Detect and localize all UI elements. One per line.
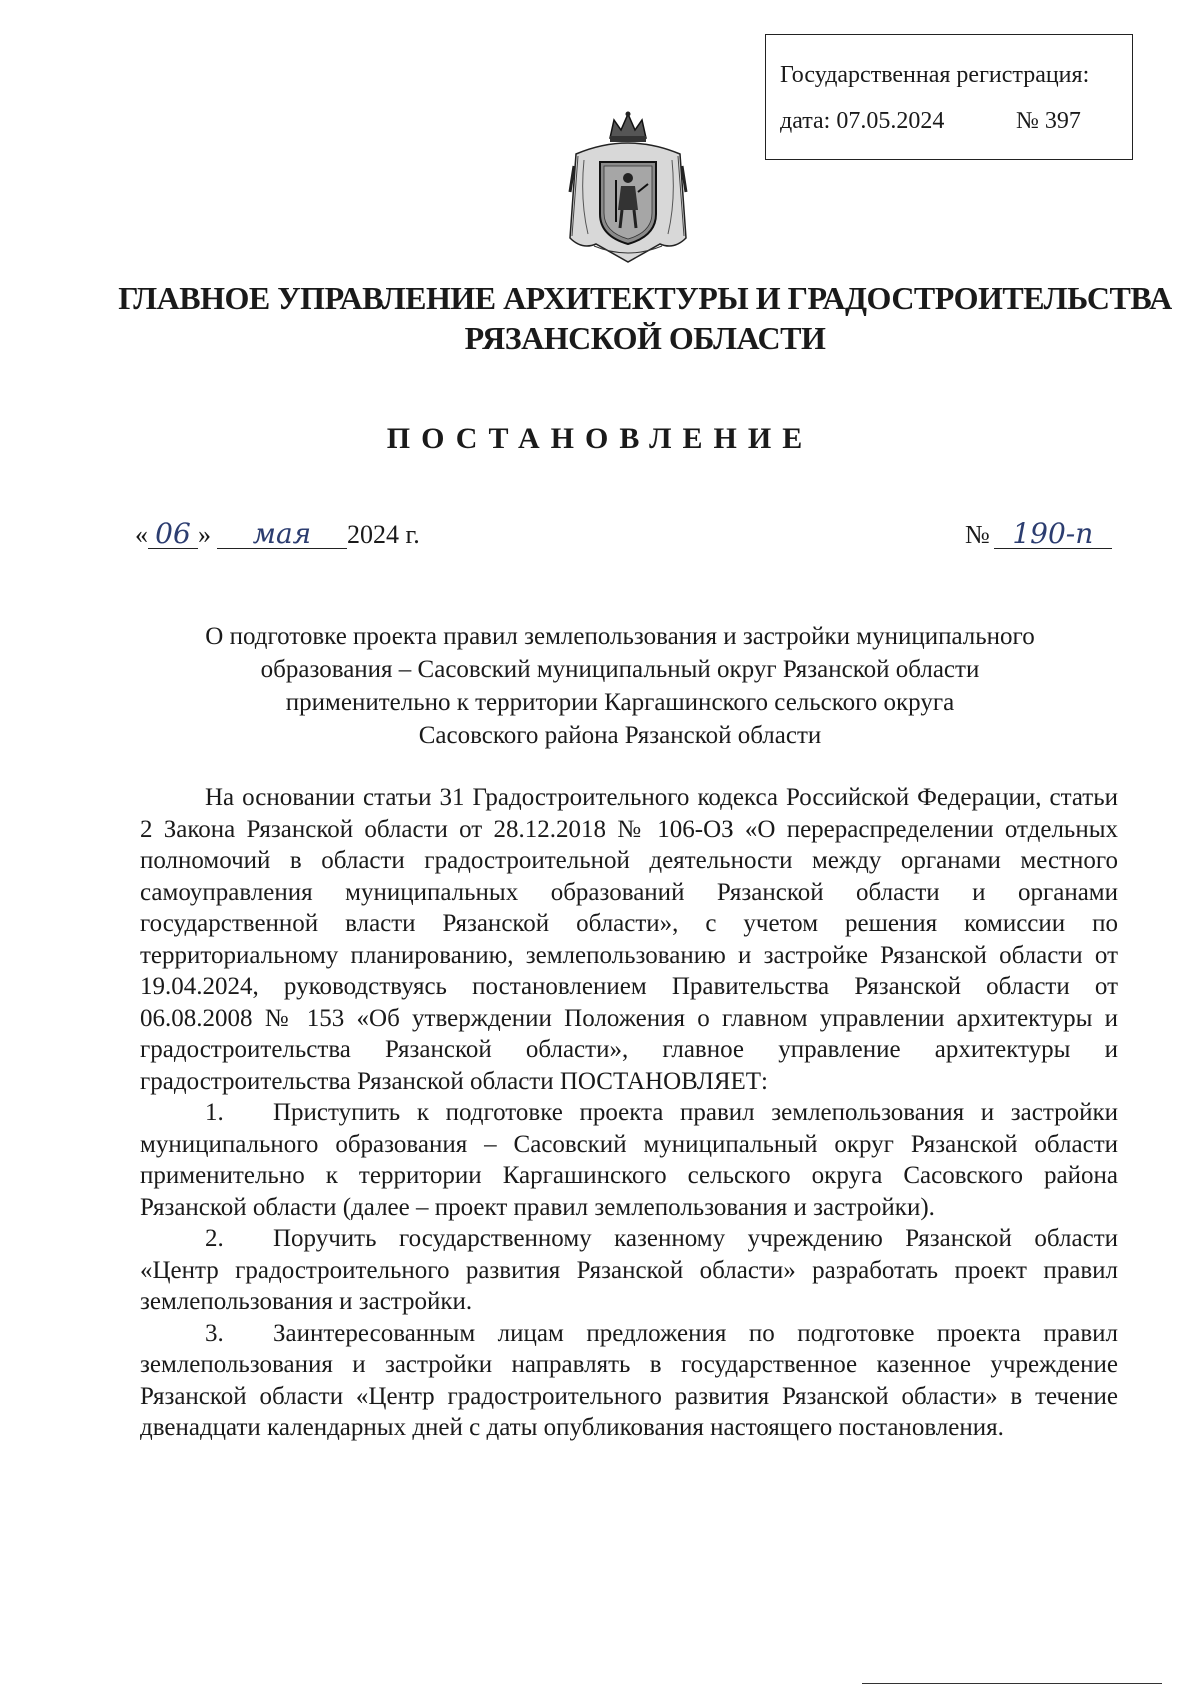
ryazan-coat-of-arms-icon [558, 110, 698, 270]
item-number: 3. [205, 1319, 224, 1347]
number-value: 190-п [994, 520, 1112, 549]
document-body [140, 782, 1118, 1444]
organization-name-line1: ГЛАВНОЕ УПРАВЛЕНИЕ АРХИТЕКТУРЫ И ГРАДОСТРОИТЕЛЬСТВА [118, 280, 1172, 316]
subject-line: Сасовского района Рязанской области [418, 722, 822, 749]
date-day: 06 [148, 520, 198, 549]
item-number: 2. [205, 1225, 224, 1252]
organization-name-line2: РЯЗАНСКОЙ ОБЛАСТИ [464, 320, 826, 356]
registration-date: дата: 07.05.2024 [780, 108, 945, 134]
document-type-title: ПОСТАНОВЛЕНИЕ [386, 422, 814, 455]
document-date [135, 517, 420, 550]
date-month: мая [217, 520, 347, 549]
registration-stamp [765, 34, 1133, 160]
subject-line: образования – Сасовский муниципальный округ Рязанской области [260, 656, 980, 683]
registration-title: Государственная регистрация: [780, 62, 1090, 88]
date-year: 2024 г. [347, 520, 420, 549]
date-close-quote: » [198, 520, 211, 549]
subject-line: О подготовке проекта правил землепользования и застройки муниципального [205, 623, 1035, 650]
subject-line: применительно к территории Каргашинского сельского округа [285, 689, 955, 716]
preamble-paragraph: На основании статьи 31 Градостроительного кодекса Российской Федерации, статьи 2 Закона Рязанской области от 28.12.2018 № 106-ОЗ «О перераспределении отдельных полномочий в области градостроительной деятельности между органами местного самоуправления муниципальных образований Рязанской области и органами государственной власти Рязанской области», с учетом решения комиссии по территориальному планированию, землепользованию и застройке Рязанской области от 19.04.2024, руководствуясь постановлением Правительства Рязанской области от 06.08.2008 № 153 «Об утверждении Положения о главном управлении архитектуры и градостроительства Рязанской области», главное управление архитектуры и градостроительства Рязанской области ПОСТАНОВЛЯЕТ: [140, 784, 1118, 1095]
registration-number: № 397 [1016, 108, 1081, 134]
date-open-quote: « [135, 520, 148, 549]
document-number [965, 517, 1112, 550]
list-item [140, 1223, 1118, 1318]
list-item [140, 1318, 1118, 1444]
document-subject [140, 620, 1100, 752]
item-text: Приступить к подготовке проекта правил землепользования и застройки муниципального образования – Сасовский муниципальный округ Рязанской области применительно к территории Каргашинского сельского округа Сасовского района Рязанской области (далее – проект правил землепользования и застройки). [140, 1099, 1118, 1221]
item-text: Заинтересованным лицам предложения по подготовке проекта правил землепользования и застройки направлять в государственное казенное учреждение Рязанской области «Центр градостроительного развития Рязанской области» в течение двенадцати календарных дней с даты опубликования настоящего постановления. [140, 1319, 1118, 1441]
item-text: Поручить государственному казенному учреждению Рязанской области «Центр градостроительного развития Рязанской области» разработать проект правил землепользования и застройки. [140, 1225, 1118, 1315]
footer-divider [862, 1683, 1162, 1684]
item-number: 1. [205, 1099, 224, 1126]
number-sign: № [965, 520, 990, 549]
organization-name [100, 278, 1190, 358]
list-item [140, 1097, 1118, 1223]
